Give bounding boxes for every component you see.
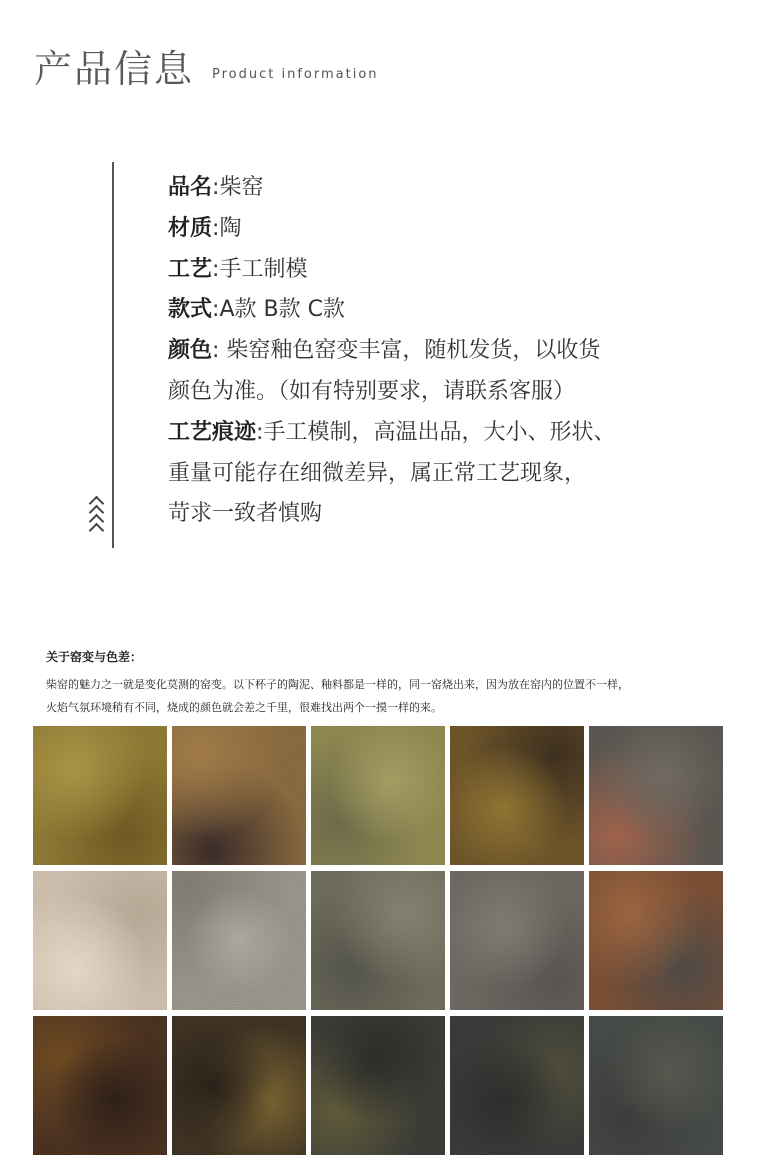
note-text: 火焰气氛环境稍有不同，烧成的颜色就会差之千里，很难找出两个一摸一样的来。: [46, 701, 442, 714]
info-row-color: 颜色: 柴窑釉色窑变丰富，随机发货，以收货: [168, 338, 601, 364]
info-row-color-cont: [168, 372, 708, 413]
glaze-swatch: [450, 871, 584, 1010]
section-title: 产品信息: [34, 47, 195, 91]
glaze-swatch: [311, 1016, 445, 1155]
info-row-name: 品名:柴窑: [168, 175, 264, 200]
info-value: 重量可能存在细微差异，属正常工艺现象，: [168, 460, 587, 486]
info-value: 陶: [219, 215, 242, 241]
info-row-craft: 工艺:手工制模: [168, 256, 308, 282]
info-row-traces-cont: [168, 494, 708, 535]
info-label: 材质: [168, 215, 213, 241]
info-label: 工艺痕迹: [168, 419, 257, 445]
info-row-traces: 工艺痕迹:手工模制，高温出品，大小、形状、: [168, 419, 616, 445]
info-value: 手工模制，高温出品，大小、形状、: [263, 419, 616, 445]
glaze-swatch: [172, 871, 306, 1010]
glaze-swatch: [33, 726, 167, 865]
info-value: 手工制模: [219, 256, 308, 282]
info-label: 工艺: [168, 256, 213, 282]
info-label: 颜色: [168, 338, 213, 364]
glaze-swatch-grid: [33, 726, 727, 1155]
chevron-up-icon: [88, 523, 104, 539]
chevron-up-icon: [86, 500, 106, 536]
info-value: A款 B款 C款: [219, 297, 345, 323]
section-header: [34, 38, 379, 93]
glaze-swatch: [33, 871, 167, 1010]
glaze-swatch: [172, 1016, 306, 1155]
info-value: 柴窑: [219, 175, 264, 200]
info-row-traces-cont: [168, 454, 708, 495]
glaze-swatch: [589, 871, 723, 1010]
note-title: 关于窑变与色差：: [46, 650, 143, 664]
glaze-swatch: [589, 726, 723, 865]
info-label: 品名: [168, 175, 213, 200]
glaze-swatch: [33, 1016, 167, 1155]
info-row-material: 材质:陶: [168, 215, 242, 241]
product-info-list: [168, 168, 708, 535]
info-label: 款式: [168, 297, 213, 323]
info-value: 颜色为准。（如有特别要求，请联系客服）: [168, 378, 576, 404]
info-row-style: 款式:A款 B款 C款: [168, 297, 345, 323]
glaze-swatch: [311, 871, 445, 1010]
glaze-swatch: [172, 726, 306, 865]
info-value: 苛求一致者慎购: [168, 501, 323, 527]
vertical-divider: [112, 162, 114, 548]
glaze-swatch: [450, 726, 584, 865]
note-text: 柴窑的魅力之一就是变化莫测的窑变。以下杯子的陶泥、釉料都是一样的，同一窑烧出来，因为放在窑内的位置不一样，: [46, 678, 629, 691]
glaze-swatch: [311, 726, 445, 865]
info-value: 柴窑釉色窑变丰富，随机发货，以收货: [219, 338, 601, 364]
glaze-swatch: [450, 1016, 584, 1155]
section-subtitle: Product information: [212, 67, 379, 82]
kiln-variation-note: [46, 648, 726, 719]
glaze-swatch: [589, 1016, 723, 1155]
